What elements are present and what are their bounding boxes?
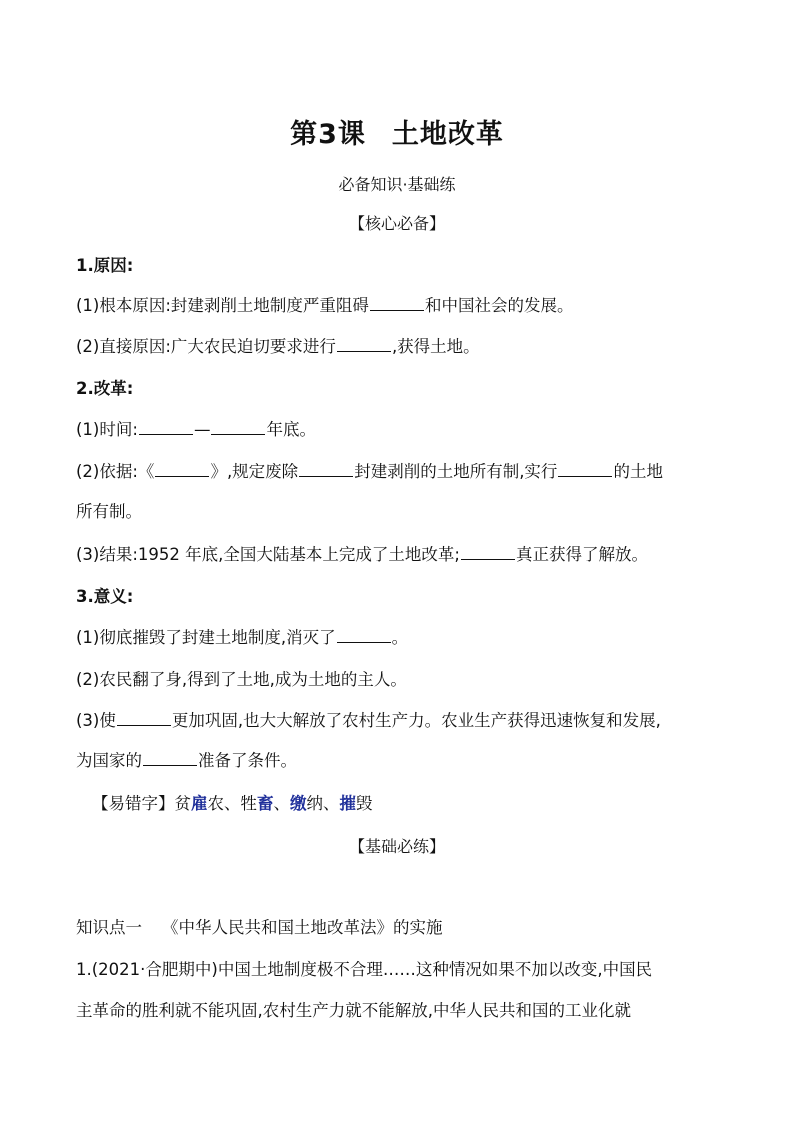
q2-item-3-text-end: 真正获得了解放。 [515, 545, 648, 564]
fill-blank[interactable] [461, 545, 515, 560]
q3-heading: 3.意义: [76, 587, 134, 606]
q2-item-3-text: (3)结果:1952 年底,全国大陆基本上完成了土地改革; [76, 545, 460, 564]
q3-item-3-cont-text: 为国家的 [76, 751, 142, 770]
q3-item-1-text: (1)彻底摧毁了封建土地制度,消灭了 [76, 628, 336, 647]
question-1-line-2: 主革命的胜利就不能巩固,农村生产力就不能解放,中华人民共和国的工业化就 [76, 1001, 631, 1020]
q3-item-2: (2)农民翻了身,得到了土地,成为土地的主人。 [76, 670, 407, 689]
typo-highlight: 缴 [290, 794, 307, 813]
q3-item-3-continuation [76, 751, 722, 771]
q2-item-2 [76, 462, 722, 482]
q1-heading: 1.原因: [76, 256, 134, 275]
q1-item-1-text: (1)根本原因:封建剥削土地制度严重阻碍 [76, 296, 369, 315]
typo-text: 农、牲 [207, 794, 257, 813]
q3-item-3-text-end: 更加巩固,也大大解放了农村生产力。农业生产获得迅速恢复和发展, [171, 711, 661, 730]
fill-blank[interactable] [370, 296, 424, 311]
typo-label: 【易错字】 [92, 794, 175, 813]
q1-item-2-text-end: ,获得土地。 [391, 337, 480, 356]
q2-item-1-dash: — [193, 420, 211, 439]
typo-text: 贫 [174, 794, 191, 813]
fill-blank[interactable] [155, 462, 209, 477]
q2-item-2-text-mid2: 封建剥削的土地所有制,实行 [354, 462, 558, 481]
q1-item-2-text: (2)直接原因:广大农民迫切要求进行 [76, 337, 336, 356]
knowledge-point-text: 《中华人民共和国土地改革法》的实施 [162, 918, 443, 937]
fill-blank[interactable] [143, 751, 197, 766]
q2-item-1-text: (1)时间: [76, 420, 138, 439]
q1-item-1-text-end: 和中国社会的发展。 [424, 296, 574, 315]
lesson-number: 第3课 [290, 119, 366, 150]
q2-item-2-text-mid1: 》,规定废除 [210, 462, 299, 481]
knowledge-point-1 [76, 918, 722, 938]
typo-highlight: 雇 [191, 794, 208, 813]
q3-item-1-text-end: 。 [391, 628, 409, 647]
typo-words [92, 794, 722, 814]
typo-text: 毁 [356, 794, 373, 813]
fill-blank[interactable] [337, 628, 391, 643]
q1-item-2 [76, 337, 722, 357]
q2-item-2-text: (2)依据:《 [76, 462, 155, 481]
typo-highlight: 畜 [257, 794, 274, 813]
fill-blank[interactable] [299, 462, 353, 477]
section-core-heading: 【核心必备】 [348, 214, 445, 233]
fill-blank[interactable] [117, 711, 171, 726]
typo-highlight: 摧 [339, 794, 356, 813]
q3-item-3-text: (3)使 [76, 711, 116, 730]
q3-item-1 [76, 628, 722, 648]
section-basic-heading: 【基础必练】 [348, 837, 445, 856]
q3-item-3-cont-text-end: 准备了条件。 [198, 751, 297, 770]
knowledge-point-label: 知识点一 [76, 918, 142, 937]
fill-blank[interactable] [337, 337, 391, 352]
q2-item-1-text-end: 年底。 [266, 420, 316, 439]
typo-text: 、 [273, 794, 290, 813]
fill-blank[interactable] [139, 420, 193, 435]
q2-heading: 2.改革: [76, 379, 134, 398]
typo-text: 纳、 [306, 794, 340, 813]
q3-item-3 [76, 711, 722, 731]
question-1-line-1: 1.(2021·合肥期中)中国土地制度极不合理……这种情况如果不加以改变,中国民 [76, 960, 653, 979]
q2-item-2-text-end: 的土地 [613, 462, 663, 481]
fill-blank[interactable] [211, 420, 265, 435]
q1-item-1 [76, 296, 722, 316]
lesson-topic: 土地改革 [391, 119, 504, 150]
q2-item-3 [76, 545, 722, 565]
subtitle: 必备知识·基础练 [338, 175, 456, 194]
fill-blank[interactable] [558, 462, 612, 477]
q2-item-2-continuation: 所有制。 [76, 502, 142, 521]
q2-item-1 [76, 420, 722, 440]
page-title [0, 112, 794, 151]
